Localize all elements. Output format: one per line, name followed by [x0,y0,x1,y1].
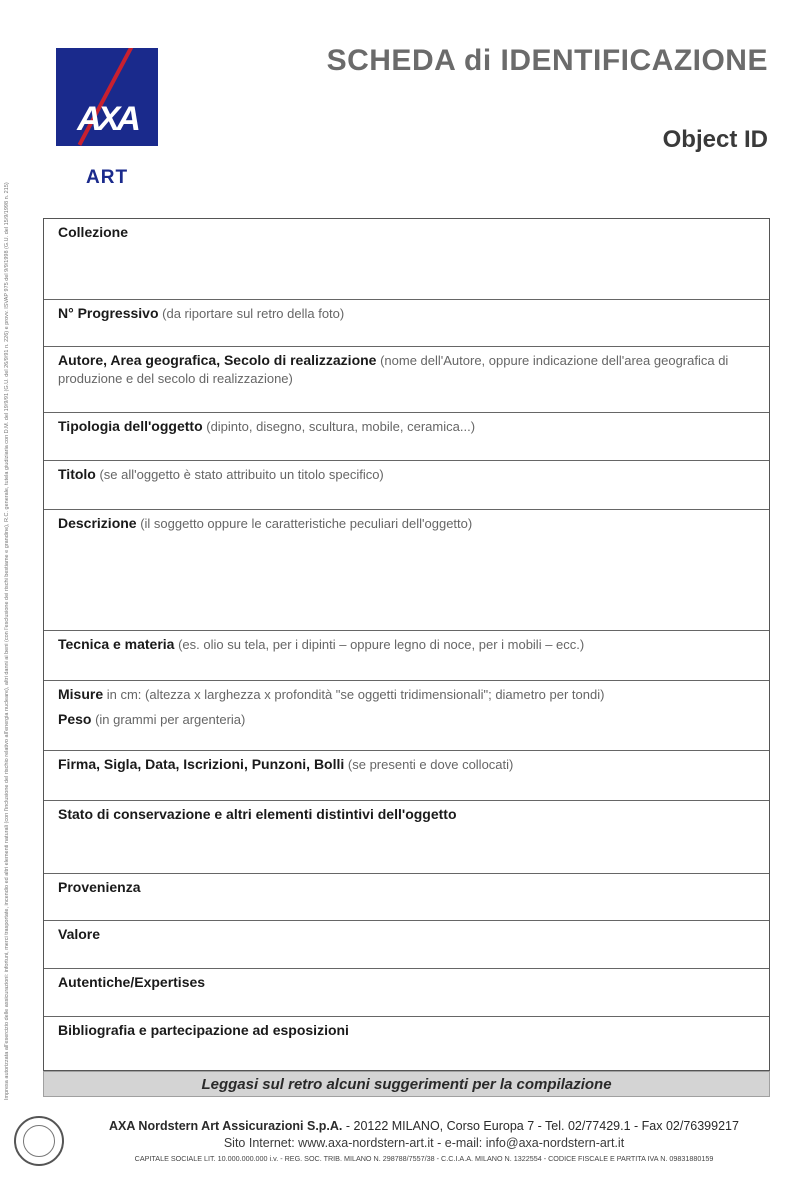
field-label: Tipologia dell'oggetto [58,418,203,434]
field-label: Firma, Sigla, Data, Iscrizioni, Punzoni, Bolli [58,756,345,772]
field-label: N° Progressivo [58,305,159,321]
field-numero-progressivo[interactable] [44,300,769,347]
field-hint: (nome dell'Autore, oppure indicazione dell'area geografica di produzione e del secolo di realizzazione) [58,353,729,386]
identification-form [43,218,770,1071]
field-tecnica-materia[interactable] [44,631,769,681]
document-title: SCHEDA di IDENTIFICAZIONE [326,44,768,77]
field-label: Valore [58,926,101,942]
footer-address: - 20122 MILANO, Corso Europa 7 - Tel. 02/77429.1 - Fax 02/76399217 [342,1119,739,1133]
field-firma-sigla[interactable] [44,751,769,801]
axa-logo [56,48,158,146]
field-collezione[interactable] [44,219,769,300]
field-label: Collezione [58,224,129,240]
field-bibliografia[interactable] [44,1017,769,1070]
field-label: Titolo [58,466,96,482]
field-label: Peso [58,711,92,727]
footer [74,1119,774,1163]
field-provenienza[interactable] [44,874,769,921]
field-stato-conservazione[interactable] [44,801,769,874]
field-label: Bibliografia e partecipazione ad esposizioni [58,1022,349,1038]
field-hint: in cm: (altezza x larghezza x profondità "se oggetti tridimensionali"; diametro per tondi) [103,687,605,702]
logo-subtitle: ART [86,167,129,188]
instruction-band: Leggasi sul retro alcuni suggerimenti per la compilazione [43,1071,770,1097]
field-label: Descrizione [58,515,137,531]
field-hint: (dipinto, disegno, scultura, mobile, ceramica...) [202,419,476,434]
field-valore[interactable] [44,921,769,969]
side-legal-text: Impresa autorizzata all'esercizio delle assicurazioni: infortuni, merci trasportate, incendio ed altri elementi naturali (con l'inclusione del rischio relativo all'energia nucleare), altri danni ai beni (con l'esclusione dei rischi bestiame e grandine), R.C. generale, tutela giudiziaria con D.M. del 19/9/91 (G.U. del 26/9/91 n. 226) e provv. ISVAP 975 del 9/9/1998 (G.U. del 15/9/1998 n. 215) [4,182,10,1100]
field-label: Autentiche/Expertises [58,974,206,990]
field-hint: (es. olio su tela, per i dipinti – oppure legno di noce, per i mobili – ecc.) [174,637,585,652]
footer-legal: CAPITALE SOCIALE LIT. 10.000.000.000 i.v. - REG. SOC. TRIB. MILANO N. 298788/7557/38 - C.C.I.A.A. MILANO N. 1322554 - CODICE FISCALE E PARTITA IVA N. 09831880159 [134,1154,714,1163]
misure-line [58,686,755,704]
field-label: Provenienza [58,879,141,895]
field-hint: (se all'oggetto è stato attribuito un titolo specifico) [95,467,384,482]
field-autore[interactable] [44,347,769,413]
seal-inner-ring [23,1125,55,1157]
field-hint: (se presenti e dove collocati) [344,757,514,772]
field-descrizione[interactable] [44,510,769,631]
company-seal-icon [14,1116,64,1166]
field-hint: (da riportare sul retro della foto) [158,306,345,321]
footer-web: Sito Internet: www.axa-nordstern-art.it - e-mail: info@axa-nordstern-art.it [223,1136,625,1150]
logo-text: AXA [77,100,137,138]
field-autentiche[interactable] [44,969,769,1017]
field-label: Stato di conservazione e altri elementi distintivi dell'oggetto [58,806,457,822]
side-legal-note [4,160,16,1100]
field-hint: (in grammi per argenteria) [91,712,246,727]
footer-address-line [74,1119,774,1133]
field-label: Autore, Area geografica, Secolo di realizzazione [58,352,377,368]
peso-line [58,711,755,729]
document-subtitle: Object ID [662,126,768,153]
footer-company: AXA Nordstern Art Assicurazioni S.p.A. [109,1119,343,1133]
field-label: Tecnica e materia [58,636,175,652]
field-hint: (il soggetto oppure le caratteristiche peculiari dell'oggetto) [136,516,473,531]
field-titolo[interactable] [44,461,769,510]
field-label: Misure [58,686,104,702]
field-misure-peso[interactable] [44,681,769,751]
field-tipologia[interactable] [44,413,769,461]
